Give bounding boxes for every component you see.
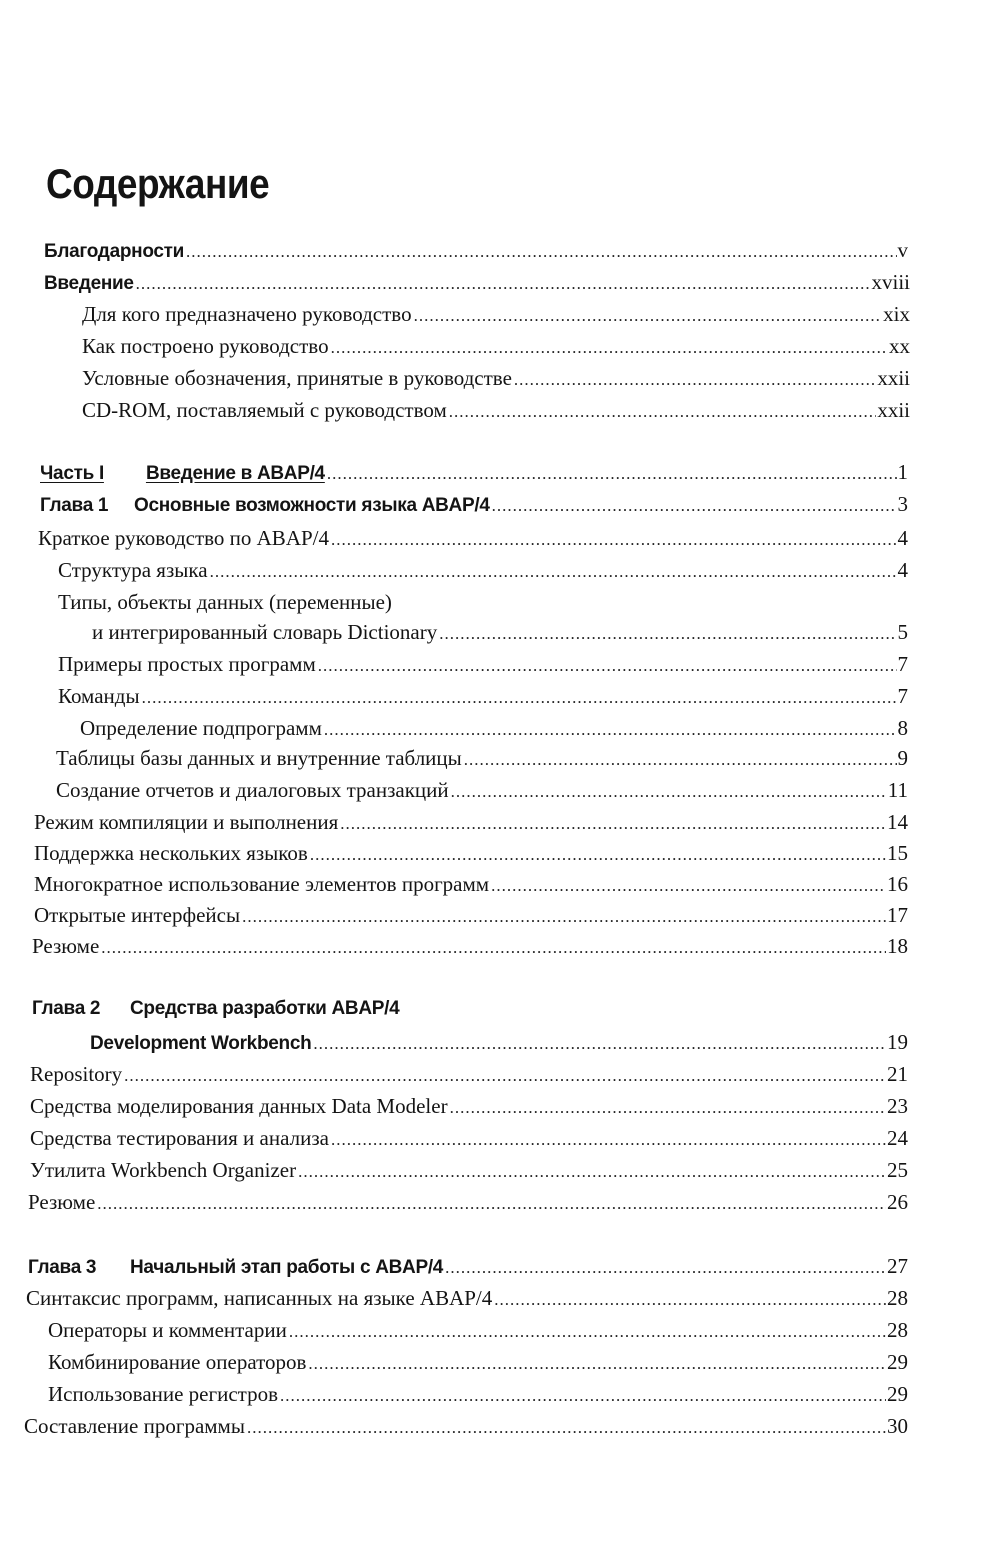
- toc-entry-sozdanie: [56, 778, 908, 808]
- toc-entry-komandy: [58, 684, 908, 714]
- toc-page-number: 28: [887, 1286, 908, 1310]
- toc-page-number: 26: [887, 1190, 908, 1214]
- leader-dots: [310, 845, 886, 865]
- toc-entry-text: Поддержка нескольких языков: [34, 841, 308, 865]
- toc-page-number: 8: [897, 716, 908, 740]
- toc-page-number: 25: [887, 1158, 908, 1182]
- leader-dots: [450, 1098, 886, 1118]
- leader-dots: [340, 814, 886, 834]
- chapter-label: Глава 1: [40, 495, 109, 516]
- toc-entry-blagodarnosti: [44, 238, 908, 268]
- toc-entry-text: Использование регистров: [48, 1382, 279, 1406]
- chapter-title: Начальный этап работы с ABAP/4: [130, 1257, 444, 1278]
- toc-entry-text: CD-ROM, поставляемый с руководством: [82, 398, 447, 422]
- leader-dots: [101, 938, 886, 958]
- toc-page-number: 24: [887, 1126, 908, 1150]
- toc-entry-utilita: [30, 1158, 908, 1188]
- toc-page-number: 28: [887, 1318, 908, 1342]
- leader-dots: [186, 242, 896, 262]
- toc-entry-repository: [30, 1062, 908, 1092]
- toc-page-number: 7: [897, 652, 908, 676]
- leader-dots: [494, 1290, 886, 1310]
- toc-page-number: xix: [883, 302, 910, 326]
- toc-entry-kombinirovanie: [48, 1350, 908, 1380]
- toc-page-number: 21: [887, 1062, 908, 1086]
- toc-entry-text: Средства моделирования данных Data Modeler: [30, 1094, 448, 1118]
- toc-entry-text: и интегрированный словарь Dictionary: [92, 620, 438, 644]
- leader-dots: [247, 1418, 886, 1438]
- toc-page-number: 16: [887, 872, 908, 896]
- toc-page-number: xxii: [877, 366, 910, 390]
- part-title: Введение в ABAP/4: [145, 463, 325, 484]
- toc-entry-text: Таблицы базы данных и внутренние таблицы: [56, 746, 462, 770]
- toc-entry-text: Для кого предназначено руководство: [82, 302, 412, 326]
- leader-dots: [136, 274, 871, 294]
- toc-page-number: 29: [887, 1350, 908, 1374]
- toc-page-number: 1: [897, 460, 908, 484]
- toc-page-number: 17: [887, 903, 908, 927]
- toc-entry-text: Введение: [44, 273, 134, 294]
- toc-entry-text: Резюме: [28, 1190, 96, 1214]
- leader-dots: [439, 624, 896, 644]
- toc-entry-text: Типы, объекты данных (переменные): [58, 590, 392, 614]
- toc-entry-text: Определение подпрограмм: [80, 716, 322, 740]
- toc-entry-primery: [58, 652, 908, 682]
- toc-page-number: 11: [887, 778, 908, 802]
- toc-part-1: [40, 460, 908, 490]
- toc-entry-rezhim: [34, 810, 908, 840]
- toc-entry-kak-postroeno: [82, 334, 910, 364]
- leader-dots: [327, 464, 897, 484]
- toc-entry-tablicy: [56, 746, 908, 776]
- leader-dots: [331, 338, 888, 358]
- chapter-title: Основные возможности языка ABAP/4: [134, 495, 490, 516]
- chapter-label: Глава 3: [28, 1257, 97, 1278]
- toc-entry-text: Режим компиляции и выполнения: [34, 810, 339, 834]
- toc-entry-text: Комбинирование операторов: [48, 1350, 307, 1374]
- toc-entry-text: Утилита Workbench Organizer: [30, 1158, 297, 1182]
- toc-page-number: 9: [897, 746, 908, 770]
- leader-dots: [414, 306, 883, 326]
- toc-entry-text: Открытые интерфейсы: [34, 903, 241, 927]
- toc-entry-text: Краткое руководство по ABAP/4: [38, 526, 329, 550]
- toc-chapter-2-line1: [32, 998, 399, 1028]
- leader-dots: [298, 1162, 886, 1182]
- leader-dots: [289, 1322, 886, 1342]
- leader-dots: [451, 782, 887, 802]
- leader-dots: [124, 1066, 886, 1086]
- toc-page-number: 4: [897, 526, 908, 550]
- toc-entry-text: Синтаксис программ, написанных на языке ABAP/4: [26, 1286, 493, 1310]
- toc-chapter-2-line2: [90, 1030, 908, 1060]
- leader-dots: [142, 688, 897, 708]
- toc-entry-text: Создание отчетов и диалоговых транзакций: [56, 778, 449, 802]
- leader-dots: [280, 1386, 886, 1406]
- toc-entry-opredelenie: [80, 716, 908, 746]
- toc-entry-text: Составление программы: [24, 1414, 245, 1438]
- toc-page-number: 23: [887, 1094, 908, 1118]
- leader-dots: [492, 496, 897, 516]
- leader-dots: [97, 1194, 886, 1214]
- toc-entry-sostavlenie: [24, 1414, 908, 1444]
- leader-dots: [308, 1354, 886, 1374]
- toc-entry-text: Примеры простых программ: [58, 652, 316, 676]
- leader-dots: [445, 1258, 886, 1278]
- toc-entry-sintaksis: [26, 1286, 908, 1316]
- toc-entry-text: Операторы и комментарии: [48, 1318, 287, 1342]
- toc-entry-struktura: [58, 558, 908, 588]
- leader-dots: [210, 562, 897, 582]
- toc-entry-modelirovanie: [30, 1094, 908, 1124]
- toc-page-number: 15: [887, 841, 908, 865]
- leader-dots: [324, 720, 897, 740]
- leader-dots: [449, 402, 877, 422]
- toc-entry-tipy-line1: [58, 590, 392, 620]
- toc-page-number: 18: [887, 934, 908, 958]
- toc-entry-text: Благодарности: [44, 241, 185, 262]
- toc-entry-tipy-line2: [92, 620, 908, 650]
- part-label: Часть I: [40, 463, 104, 484]
- toc-entry-operatory: [48, 1318, 908, 1348]
- toc-page-number: 29: [887, 1382, 908, 1406]
- toc-chapter-1: [40, 492, 908, 522]
- toc-page-number: 5: [897, 620, 908, 644]
- toc-page-number: xxii: [877, 398, 910, 422]
- toc-page-number: 3: [897, 492, 908, 516]
- toc-entry-vvedenie: [44, 270, 910, 300]
- leader-dots: [464, 750, 897, 770]
- toc-entry-podderzhka: [34, 841, 908, 871]
- toc-entry-text: Многократное использование элементов программ: [34, 872, 490, 896]
- toc-entry-testirovanie: [30, 1126, 908, 1156]
- chapter-title: Средства разработки ABAP/4: [130, 998, 400, 1019]
- toc-chapter-3: [28, 1254, 908, 1284]
- toc-page-number: 14: [887, 810, 908, 834]
- toc-entry-kratkoe: [38, 526, 908, 556]
- toc-page-number: xviii: [871, 270, 910, 294]
- toc-entry-text: Резюме: [32, 934, 100, 958]
- leader-dots: [318, 656, 897, 676]
- toc-entry-text: Как построено руководство: [82, 334, 329, 358]
- leader-dots: [313, 1034, 886, 1054]
- toc-entry-text: Средства тестирования и анализа: [30, 1126, 329, 1150]
- leader-dots: [514, 370, 876, 390]
- toc-entry-text: Repository: [30, 1062, 123, 1086]
- toc-page-number: 19: [887, 1030, 908, 1054]
- toc-entry-ispolzovanie: [48, 1382, 908, 1412]
- toc-entry-dlya-kogo: [82, 302, 910, 332]
- toc-entry-cd-rom: [82, 398, 910, 428]
- chapter-label: Глава 2: [32, 998, 101, 1019]
- toc-entry-text: Команды: [58, 684, 140, 708]
- toc-page-number: 4: [897, 558, 908, 582]
- leader-dots: [491, 876, 886, 896]
- toc-page-number: xx: [889, 334, 910, 358]
- toc-page-number: v: [897, 238, 908, 262]
- chapter-title-continued: Development Workbench: [90, 1033, 312, 1054]
- toc-entry-text: Условные обозначения, принятые в руководстве: [82, 366, 512, 390]
- toc-entry-uslovnye: [82, 366, 910, 396]
- toc-page-number: 7: [897, 684, 908, 708]
- toc-entry-rezume-2: [28, 1190, 908, 1220]
- toc-entry-otkrytye: [34, 903, 908, 933]
- toc-entry-mnogokratnoe: [34, 872, 908, 902]
- page-title: Содержание: [46, 160, 270, 207]
- leader-dots: [331, 1130, 886, 1150]
- toc-page-number: 27: [887, 1254, 908, 1278]
- leader-dots: [331, 530, 897, 550]
- toc-page-number: 30: [887, 1414, 908, 1438]
- toc-entry-text: Структура языка: [58, 558, 208, 582]
- leader-dots: [242, 907, 886, 927]
- toc-entry-rezume-1: [32, 934, 908, 964]
